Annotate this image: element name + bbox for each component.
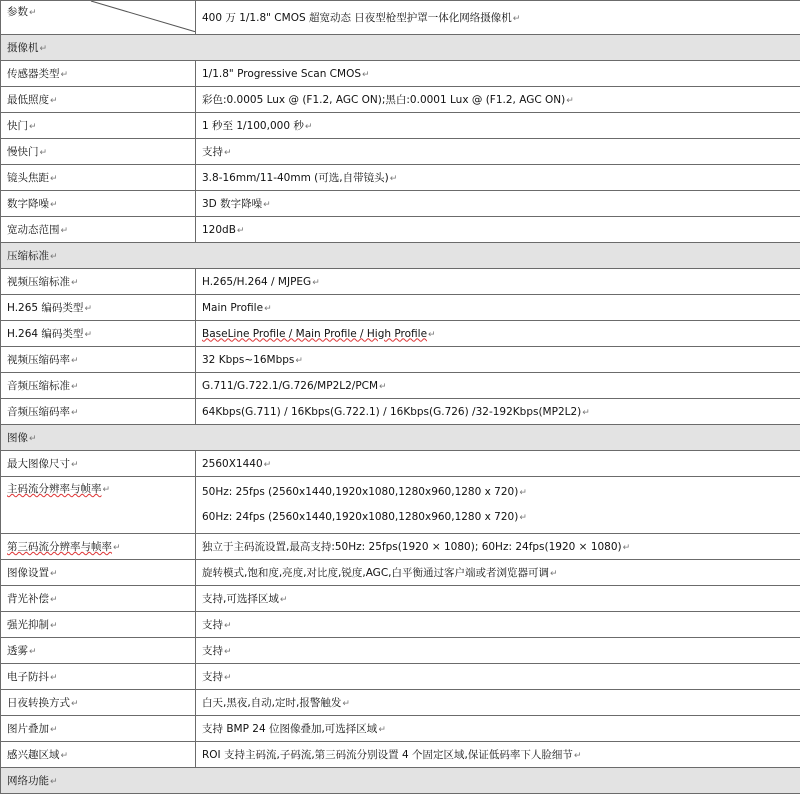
row-label: H.265 编码类型↵ <box>1 295 196 321</box>
row-value: 支持↵ <box>196 664 800 690</box>
table-row <box>1 664 800 690</box>
row-label: 音频压缩码率↵ <box>1 399 196 425</box>
row-value: 旋转模式,饱和度,亮度,对比度,锐度,AGC,白平衡通过客户端或者浏览器可调↵ <box>196 560 800 586</box>
row-value: 支持↵ <box>196 139 800 165</box>
table-row <box>1 716 800 742</box>
row-label: 宽动态范围↵ <box>1 217 196 243</box>
row-label: 电子防抖↵ <box>1 664 196 690</box>
table-row <box>1 399 800 425</box>
row-value: 支持,可选择区域↵ <box>196 586 800 612</box>
row-label: 日夜转换方式↵ <box>1 690 196 716</box>
table-row <box>1 61 800 87</box>
diagonal-divider <box>1 1 196 32</box>
row-label: 主码流分辨率与帧率↵ <box>1 477 196 534</box>
row-value: G.711/G.722.1/G.726/MP2L2/PCM↵ <box>196 373 800 399</box>
row-value: 50Hz: 25fps (2560x1440,1920x1080,1280x960,1280 x 720)↵ 60Hz: 24fps (2560x1440,1920x1080,1280x960,1280 x 720)↵ <box>196 477 800 534</box>
row-value: 2560X1440↵ <box>196 451 800 477</box>
table-row <box>1 269 800 295</box>
table-row <box>1 217 800 243</box>
table-row <box>1 295 800 321</box>
row-value: Main Profile↵ <box>196 295 800 321</box>
row-label: 图片叠加↵ <box>1 716 196 742</box>
row-value: 彩色:0.0005 Lux @ (F1.2, AGC ON);黑白:0.0001 Lux @ (F1.2, AGC ON)↵ <box>196 87 800 113</box>
table-row <box>1 451 800 477</box>
table-row <box>1 638 800 664</box>
row-label: 传感器类型↵ <box>1 61 196 87</box>
section-network: 网络功能↵ <box>1 768 800 794</box>
row-value: BaseLine Profile / Main Profile / High Profile↵ <box>196 321 800 347</box>
row-value: 独立于主码流设置,最高支持:50Hz: 25fps(1920 × 1080); 60Hz: 24fps(1920 × 1080)↵ <box>196 534 800 560</box>
table-row <box>1 477 800 534</box>
row-value: 120dB↵ <box>196 217 800 243</box>
row-value: 支持 BMP 24 位图像叠加,可选择区域↵ <box>196 716 800 742</box>
row-label: H.264 编码类型↵ <box>1 321 196 347</box>
row-label: 第三码流分辨率与帧率↵ <box>1 534 196 560</box>
section-image: 图像↵ <box>1 425 800 451</box>
product-title: 400 万 1/1.8" CMOS 超宽动态 日夜型枪型护罩一体化网络摄像机↵ <box>196 1 800 35</box>
row-value: 3D 数字降噪↵ <box>196 191 800 217</box>
header-row <box>1 1 800 35</box>
table-row <box>1 742 800 768</box>
param-label: 参数 <box>7 6 28 18</box>
table-row <box>1 87 800 113</box>
table-row <box>1 534 800 560</box>
table-row <box>1 191 800 217</box>
row-value: 白天,黑夜,自动,定时,报警触发↵ <box>196 690 800 716</box>
row-label: 视频压缩标准↵ <box>1 269 196 295</box>
row-label: 镜头焦距↵ <box>1 165 196 191</box>
row-label: 背光补偿↵ <box>1 586 196 612</box>
row-label: 最低照度↵ <box>1 87 196 113</box>
row-label: 快门↵ <box>1 113 196 139</box>
param-header-cell: 参数↵ <box>1 1 196 35</box>
table-row <box>1 560 800 586</box>
row-label: 视频压缩码率↵ <box>1 347 196 373</box>
row-value: 支持↵ <box>196 638 800 664</box>
table-row <box>1 165 800 191</box>
table-row <box>1 139 800 165</box>
row-label: 感兴趣区域↵ <box>1 742 196 768</box>
row-label: 数字降噪↵ <box>1 191 196 217</box>
row-label: 慢快门↵ <box>1 139 196 165</box>
table-row <box>1 321 800 347</box>
table-row <box>1 690 800 716</box>
row-value: ROI 支持主码流,子码流,第三码流分别设置 4 个固定区域,保证低码率下人脸细节↵ <box>196 742 800 768</box>
row-value: H.265/H.264 / MJPEG↵ <box>196 269 800 295</box>
row-label: 强光抑制↵ <box>1 612 196 638</box>
table-row <box>1 373 800 399</box>
row-label: 音频压缩标准↵ <box>1 373 196 399</box>
row-value: 1 秒至 1/100,000 秒↵ <box>196 113 800 139</box>
row-value: 支持↵ <box>196 612 800 638</box>
row-value: 3.8-16mm/11-40mm (可选,自带镜头)↵ <box>196 165 800 191</box>
table-row <box>1 586 800 612</box>
row-label: 图像设置↵ <box>1 560 196 586</box>
row-label: 最大图像尺寸↵ <box>1 451 196 477</box>
row-value: 1/1.8" Progressive Scan CMOS↵ <box>196 61 800 87</box>
row-label: 透雾↵ <box>1 638 196 664</box>
row-value: 64Kbps(G.711) / 16Kbps(G.722.1) / 16Kbps(G.726) /32-192Kbps(MP2L2)↵ <box>196 399 800 425</box>
table-row <box>1 113 800 139</box>
section-compression: 压缩标准↵ <box>1 243 800 269</box>
table-row <box>1 612 800 638</box>
table-row <box>1 347 800 373</box>
section-camera: 摄像机↵ <box>1 35 800 61</box>
row-value: 32 Kbps~16Mbps↵ <box>196 347 800 373</box>
